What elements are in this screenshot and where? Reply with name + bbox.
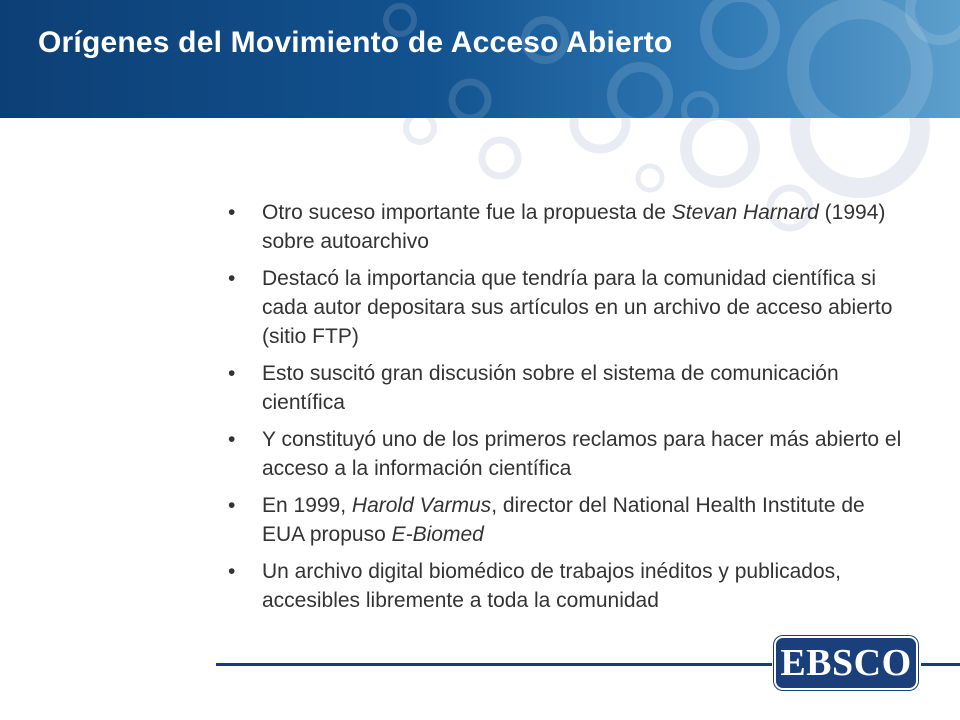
bullet-marker: • xyxy=(228,428,236,451)
bullet-item xyxy=(228,425,908,483)
divider-line-right xyxy=(921,663,960,666)
bullet-item xyxy=(228,359,908,417)
bullet-text: Esto suscitó gran discusión sobre el sistema de comunicación científica xyxy=(262,362,839,414)
bullet-text-italic: Harold Varmus xyxy=(351,494,492,517)
bullet-marker: • xyxy=(228,267,236,290)
bullet-text-italic: E-Biomed xyxy=(391,523,484,546)
bullet-marker: • xyxy=(228,494,236,517)
bullet-item xyxy=(228,264,908,351)
bullet-text: Un archivo digital biomédico de trabajos inéditos y publicados, accesibles libremente a toda la comunidad xyxy=(262,560,841,612)
bullet-text: Otro suceso importante fue la propuesta de xyxy=(262,201,672,224)
logo-text: EBSCO xyxy=(780,642,912,684)
bullet-list xyxy=(228,198,908,623)
bullet-item xyxy=(228,198,908,256)
ebsco-logo xyxy=(776,638,916,688)
bullet-marker: • xyxy=(228,201,236,224)
bullet-marker: • xyxy=(228,560,236,583)
bullet-item xyxy=(228,491,908,549)
bullet-text-italic: Stevan Harnard xyxy=(671,201,819,224)
bullet-marker: • xyxy=(228,362,236,385)
bullet-text: Y constituyó uno de los primeros reclamos para hacer más abierto el acceso a la información científica xyxy=(262,428,902,480)
bullet-text: (1994) sobre autoarchivo xyxy=(262,201,886,253)
bullet-text: En 1999, xyxy=(262,494,352,517)
title-bar xyxy=(0,0,960,118)
divider-line-left xyxy=(216,663,772,666)
bullet-text: Destacó la importancia que tendría para la comunidad científica si cada autor depositara sus artículos en un archivo de acceso abierto (sitio FTP) xyxy=(262,267,893,348)
bullet-text: , director del National Health Institute de EUA propuso xyxy=(262,494,865,546)
bullet-item xyxy=(228,557,908,615)
page-title: Orígenes del Movimiento de Acceso Abierto xyxy=(38,26,673,59)
